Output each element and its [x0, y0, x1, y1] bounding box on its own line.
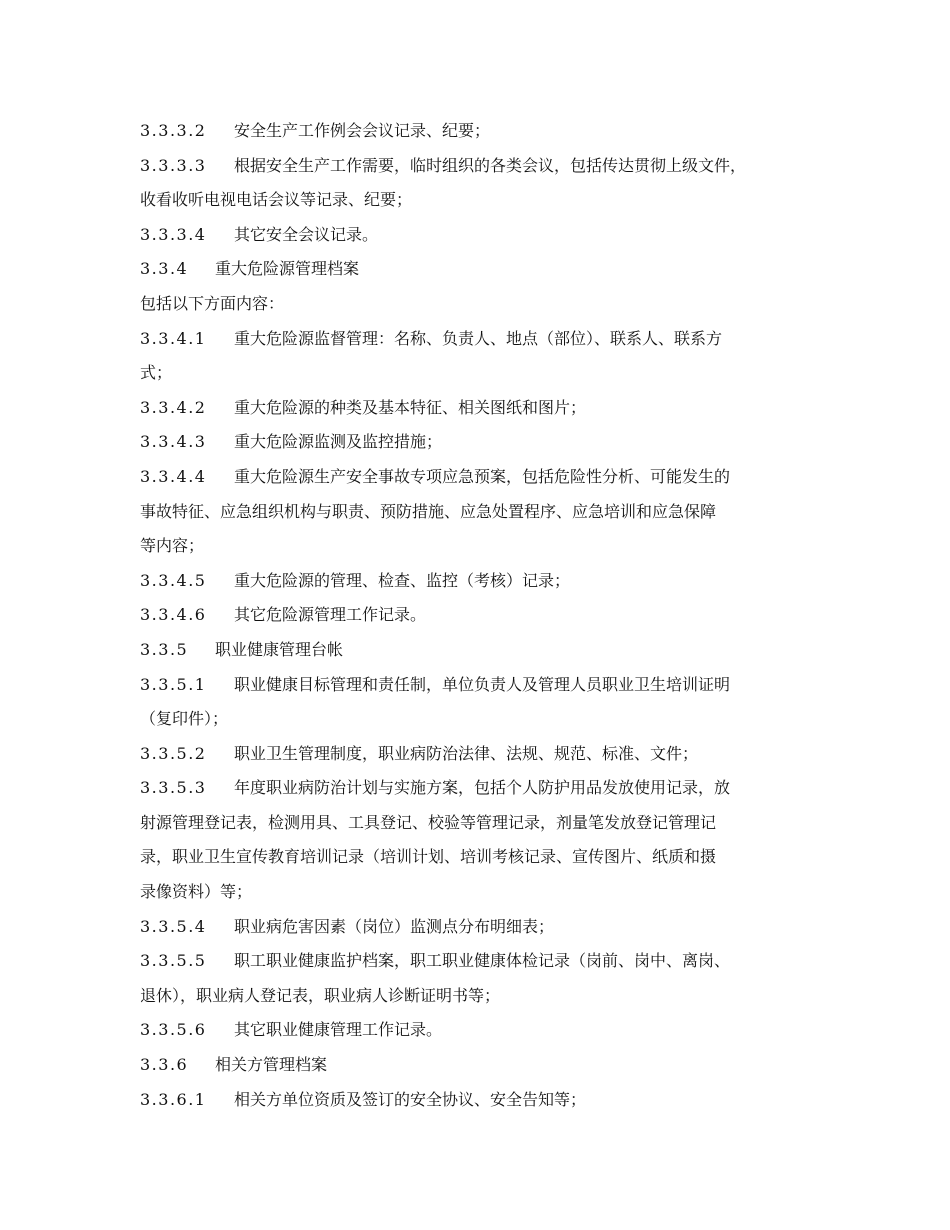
line-text: 职工职业健康监护档案，职工职业健康体检记录（岗前、岗中、离岗、 — [234, 951, 731, 971]
line-text: 重大危险源生产安全事故专项应急预案，包括危险性分析、可能发生的 — [234, 466, 731, 486]
line-text: 重大危险源监测及监控措施； — [234, 432, 443, 452]
line-text: 重大危险源的种类及基本特征、相关图纸和图片； — [234, 397, 587, 417]
doc-line — [140, 529, 830, 564]
document-page — [140, 114, 830, 1117]
doc-line — [140, 633, 830, 668]
line-text: 职业病危害因素（岗位）监测点分布明细表； — [234, 916, 555, 936]
section-number: 3.3.3.4 — [140, 224, 207, 244]
doc-line — [140, 218, 830, 253]
section-number: 3.3.5.3 — [140, 778, 207, 798]
line-text: 式； — [140, 363, 173, 383]
section-number: 3.3.5 — [140, 639, 189, 659]
doc-line — [140, 114, 830, 149]
section-heading: 重大危险源管理档案 — [215, 259, 360, 279]
section-number: 3.3.5.4 — [140, 916, 207, 936]
section-number: 3.3.6 — [140, 1055, 189, 1075]
line-text: 根据安全生产工作需要，临时组织的各类会议，包括传达贯彻上级文件， — [234, 155, 747, 175]
section-heading: 职业健康管理台帐 — [215, 639, 344, 659]
section-number: 3.3.4.4 — [140, 466, 207, 486]
line-text: 等内容； — [140, 536, 205, 556]
section-number: 3.3.4.5 — [140, 570, 207, 590]
line-text: 年度职业病防治计划与实施方案，包括个人防护用品发放使用记录，放 — [234, 778, 731, 798]
line-text: 职业健康目标管理和责任制，单位负责人及管理人员职业卫生培训证明 — [234, 674, 731, 694]
section-number: 3.3.4.3 — [140, 432, 207, 452]
line-text: 事故特征、应急组织机构与职责、预防措施、应急处置程序、应急培训和应急保障 — [140, 501, 717, 521]
doc-line — [140, 910, 830, 945]
line-text: 退休），职业病人登记表，职业病人诊断证明书等； — [140, 985, 501, 1005]
doc-line — [140, 495, 830, 530]
doc-line — [140, 737, 830, 772]
line-text: 其它职业健康管理工作记录。 — [234, 1020, 443, 1040]
line-text: 职业卫生管理制度，职业病防治法律、法规、规范、标准、文件； — [234, 743, 699, 763]
doc-line — [140, 875, 830, 910]
doc-line — [140, 149, 830, 184]
doc-line — [140, 287, 830, 322]
doc-line — [140, 1013, 830, 1048]
line-text: （复印件）； — [140, 709, 229, 729]
doc-line — [140, 391, 830, 426]
line-text: 录像资料）等； — [140, 882, 253, 902]
section-number: 3.3.6.1 — [140, 1089, 207, 1109]
line-text: 其它危险源管理工作记录。 — [234, 605, 427, 625]
doc-line — [140, 598, 830, 633]
doc-line — [140, 702, 830, 737]
doc-line — [140, 183, 830, 218]
doc-line — [140, 322, 830, 357]
section-number: 3.3.5.5 — [140, 951, 207, 971]
section-number: 3.3.4.6 — [140, 605, 207, 625]
section-number: 3.3.4 — [140, 259, 189, 279]
line-text: 相关方单位资质及签订的安全协议、安全告知等； — [234, 1089, 587, 1109]
section-number: 3.3.4.1 — [140, 328, 207, 348]
line-text: 重大危险源监督管理：名称、负责人、地点（部位）、联系人、联系方 — [234, 328, 723, 348]
line-text: 射源管理登记表，检测用具、工具登记、校验等管理记录，剂量笔发放登记管理记 — [140, 812, 717, 832]
line-text: 录，职业卫生宣传教育培训记录（培训计划、培训考核记录、宣传图片、纸质和摄 — [140, 847, 717, 867]
doc-line — [140, 840, 830, 875]
line-text: 包括以下方面内容： — [140, 293, 285, 313]
doc-line — [140, 668, 830, 703]
doc-line — [140, 252, 830, 287]
line-text: 重大危险源的管理、检查、监控（考核）记录； — [234, 570, 571, 590]
doc-line — [140, 564, 830, 599]
line-text: 其它安全会议记录。 — [234, 224, 379, 244]
doc-line — [140, 425, 830, 460]
doc-line — [140, 979, 830, 1014]
doc-line — [140, 944, 830, 979]
section-number: 3.3.3.3 — [140, 155, 207, 175]
doc-line — [140, 771, 830, 806]
section-number: 3.3.4.2 — [140, 397, 207, 417]
section-number: 3.3.5.1 — [140, 674, 207, 694]
doc-line — [140, 806, 830, 841]
doc-line — [140, 356, 830, 391]
section-number: 3.3.3.2 — [140, 121, 207, 140]
section-heading: 相关方管理档案 — [215, 1055, 328, 1075]
line-text: 收看收听电视电话会议等记录、纪要； — [140, 190, 413, 210]
line-text: 安全生产工作例会会议记录、纪要； — [234, 121, 491, 140]
doc-line — [140, 1083, 830, 1118]
doc-line — [140, 1048, 830, 1083]
section-number: 3.3.5.6 — [140, 1020, 207, 1040]
section-number: 3.3.5.2 — [140, 743, 207, 763]
doc-line — [140, 460, 830, 495]
